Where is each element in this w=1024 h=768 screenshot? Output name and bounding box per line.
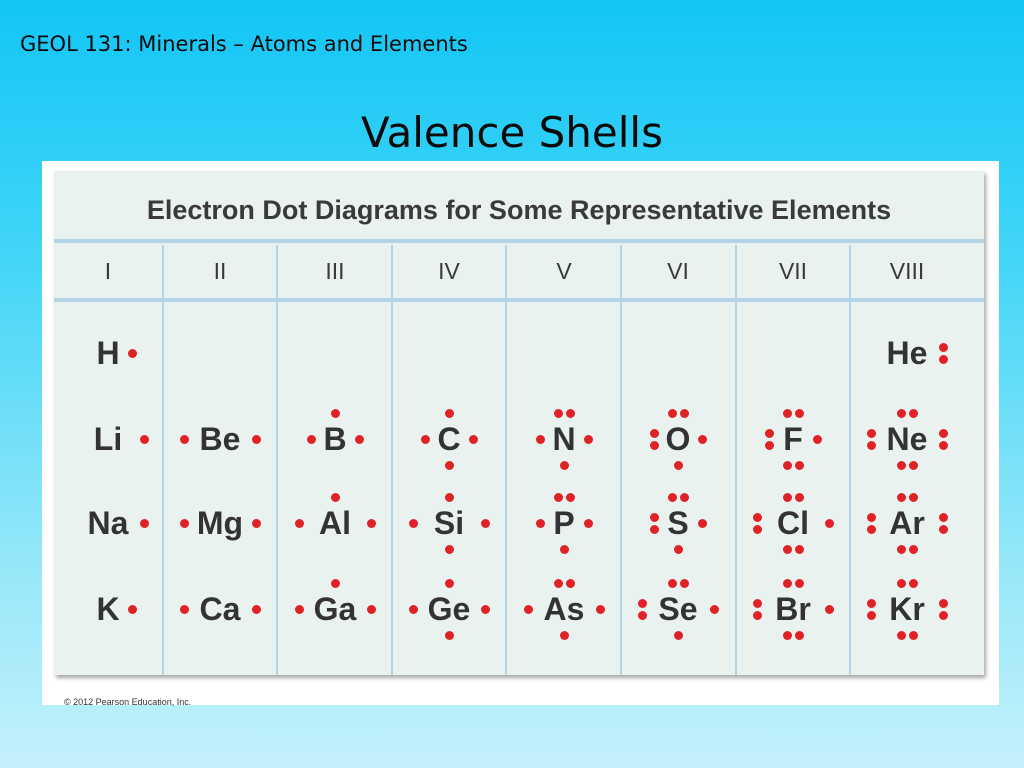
valence-electron-dot <box>825 519 834 528</box>
valence-electron-dot <box>897 409 906 418</box>
valence-electron-dot <box>753 525 762 534</box>
header-divider-top <box>54 239 984 243</box>
element-c <box>394 404 504 474</box>
element-s <box>623 488 733 558</box>
element-symbol: Al <box>319 505 351 541</box>
group-label-iii: III <box>325 258 345 284</box>
valence-electron-dot <box>524 605 533 614</box>
valence-electron-dot <box>939 513 948 522</box>
valence-electron-dot <box>445 631 454 640</box>
valence-electron-dot <box>897 461 906 470</box>
element-ne <box>852 404 962 474</box>
course-title: GEOL 131: Minerals – Atoms and Elements <box>20 32 468 56</box>
valence-electron-dot <box>710 605 719 614</box>
valence-electron-dot <box>445 461 454 470</box>
element-h <box>53 318 163 388</box>
element-symbol: P <box>553 505 575 541</box>
valence-electron-dot <box>445 545 454 554</box>
valence-electron-dot <box>469 435 478 444</box>
element-symbol: Kr <box>889 591 925 627</box>
valence-electron-dot <box>668 493 677 502</box>
valence-electron-dot <box>252 435 261 444</box>
valence-electron-dot <box>650 441 659 450</box>
element-cl <box>738 488 848 558</box>
element-symbol: Ca <box>199 591 241 627</box>
valence-electron-dot <box>783 579 792 588</box>
element-symbol: Se <box>658 591 698 627</box>
element-n <box>509 404 619 474</box>
valence-electron-dot <box>795 409 804 418</box>
valence-electron-dot <box>367 519 376 528</box>
valence-electron-dot <box>795 461 804 470</box>
valence-electron-dot <box>560 631 569 640</box>
valence-electron-dot <box>795 579 804 588</box>
valence-electron-dot <box>909 493 918 502</box>
valence-electron-dot <box>680 409 689 418</box>
valence-electron-dot <box>783 409 792 418</box>
element-p <box>509 488 619 558</box>
valence-electron-dot <box>867 441 876 450</box>
valence-electron-dot <box>560 545 569 554</box>
element-symbol: Be <box>199 421 241 457</box>
element-symbol: Ga <box>313 591 357 627</box>
element-b <box>280 404 390 474</box>
valence-electron-dot <box>909 409 918 418</box>
element-si <box>394 488 504 558</box>
valence-electron-dot <box>795 631 804 640</box>
column-divider <box>276 245 278 675</box>
valence-electron-dot <box>445 409 454 418</box>
valence-electron-dot <box>331 493 340 502</box>
valence-electron-dot <box>128 605 137 614</box>
valence-electron-dot <box>783 631 792 640</box>
group-label-i: I <box>104 258 112 284</box>
valence-electron-dot <box>674 461 683 470</box>
valence-electron-dot <box>596 605 605 614</box>
element-as <box>509 574 619 644</box>
valence-electron-dot <box>867 611 876 620</box>
valence-electron-dot <box>668 409 677 418</box>
valence-electron-dot <box>252 605 261 614</box>
valence-electron-dot <box>909 461 918 470</box>
group-label-viii: VIII <box>889 258 925 284</box>
valence-electron-dot <box>536 435 545 444</box>
element-kr <box>852 574 962 644</box>
element-ga <box>280 574 390 644</box>
header-divider-bottom <box>54 298 984 302</box>
valence-electron-dot <box>445 493 454 502</box>
valence-electron-dot <box>909 545 918 554</box>
column-divider <box>735 245 737 675</box>
valence-electron-dot <box>674 631 683 640</box>
electron-dot-figure <box>42 161 999 705</box>
valence-electron-dot <box>638 599 647 608</box>
valence-electron-dot <box>680 493 689 502</box>
valence-electron-dot <box>698 435 707 444</box>
group-label-v: V <box>556 258 572 284</box>
valence-electron-dot <box>753 599 762 608</box>
valence-electron-dot <box>939 611 948 620</box>
element-ge <box>394 574 504 644</box>
valence-electron-dot <box>128 349 137 358</box>
element-al <box>280 488 390 558</box>
valence-electron-dot <box>867 513 876 522</box>
valence-electron-dot <box>897 579 906 588</box>
valence-electron-dot <box>295 605 304 614</box>
element-be <box>165 404 275 474</box>
valence-electron-dot <box>307 435 316 444</box>
valence-electron-dot <box>674 545 683 554</box>
element-symbol: F <box>783 421 803 457</box>
valence-electron-dot <box>566 579 575 588</box>
element-symbol: Ge <box>427 591 471 627</box>
group-label-iv: IV <box>438 258 460 284</box>
valence-electron-dot <box>481 605 490 614</box>
valence-electron-dot <box>421 435 430 444</box>
valence-electron-dot <box>252 519 261 528</box>
valence-electron-dot <box>180 519 189 528</box>
valence-electron-dot <box>554 579 563 588</box>
valence-electron-dot <box>765 441 774 450</box>
valence-electron-dot <box>795 545 804 554</box>
valence-electron-dot <box>897 631 906 640</box>
valence-electron-dot <box>331 409 340 418</box>
element-symbol: Ar <box>889 505 925 541</box>
valence-electron-dot <box>939 343 948 352</box>
copyright-notice: © 2012 Pearson Education, Inc. <box>64 697 192 707</box>
valence-electron-dot <box>939 355 948 364</box>
element-symbol: K <box>96 591 120 627</box>
element-o <box>623 404 733 474</box>
valence-electron-dot <box>909 631 918 640</box>
group-label-ii: II <box>213 258 227 284</box>
valence-electron-dot <box>939 599 948 608</box>
valence-electron-dot <box>180 435 189 444</box>
element-symbol: Na <box>87 505 129 541</box>
valence-electron-dot <box>560 461 569 470</box>
element-li <box>53 404 163 474</box>
valence-electron-dot <box>650 525 659 534</box>
element-symbol: Cl <box>777 505 809 541</box>
element-symbol: C <box>437 421 461 457</box>
valence-electron-dot <box>355 435 364 444</box>
element-symbol: N <box>552 421 576 457</box>
valence-electron-dot <box>584 435 593 444</box>
valence-electron-dot <box>680 579 689 588</box>
valence-electron-dot <box>140 435 149 444</box>
element-mg <box>165 488 275 558</box>
element-ca <box>165 574 275 644</box>
valence-electron-dot <box>939 441 948 450</box>
valence-electron-dot <box>698 519 707 528</box>
valence-electron-dot <box>638 611 647 620</box>
valence-electron-dot <box>180 605 189 614</box>
valence-electron-dot <box>909 579 918 588</box>
valence-electron-dot <box>481 519 490 528</box>
column-divider <box>505 245 507 675</box>
valence-electron-dot <box>897 545 906 554</box>
valence-electron-dot <box>668 579 677 588</box>
column-divider <box>849 245 851 675</box>
figure-panel <box>54 171 984 707</box>
element-symbol: H <box>96 335 120 371</box>
valence-electron-dot <box>295 519 304 528</box>
valence-electron-dot <box>554 409 563 418</box>
element-he <box>852 318 962 388</box>
valence-electron-dot <box>795 493 804 502</box>
element-ar <box>852 488 962 558</box>
valence-electron-dot <box>753 513 762 522</box>
valence-electron-dot <box>939 429 948 438</box>
element-k <box>53 574 163 644</box>
valence-electron-dot <box>783 545 792 554</box>
element-symbol: B <box>323 421 347 457</box>
valence-electron-dot <box>939 525 948 534</box>
element-na <box>53 488 163 558</box>
element-symbol: S <box>667 505 689 541</box>
valence-electron-dot <box>813 435 822 444</box>
column-divider <box>391 245 393 675</box>
valence-electron-dot <box>783 493 792 502</box>
valence-electron-dot <box>584 519 593 528</box>
valence-electron-dot <box>783 461 792 470</box>
valence-electron-dot <box>753 611 762 620</box>
column-divider <box>620 245 622 675</box>
element-symbol: Li <box>93 421 123 457</box>
element-f <box>738 404 848 474</box>
group-label-vi: VI <box>667 258 689 284</box>
valence-electron-dot <box>409 605 418 614</box>
element-br <box>738 574 848 644</box>
figure-title: Electron Dot Diagrams for Some Representative Elements <box>146 195 892 225</box>
valence-electron-dot <box>867 599 876 608</box>
valence-electron-dot <box>409 519 418 528</box>
element-symbol: Ne <box>886 421 928 457</box>
valence-electron-dot <box>367 605 376 614</box>
valence-electron-dot <box>566 493 575 502</box>
element-symbol: He <box>886 335 928 371</box>
valence-electron-dot <box>650 429 659 438</box>
element-symbol: Si <box>433 505 465 541</box>
element-se <box>623 574 733 644</box>
group-label-vii: VII <box>778 258 808 284</box>
element-symbol: Mg <box>196 505 244 541</box>
valence-electron-dot <box>554 493 563 502</box>
valence-electron-dot <box>867 429 876 438</box>
valence-electron-dot <box>140 519 149 528</box>
element-symbol: As <box>543 591 585 627</box>
valence-electron-dot <box>825 605 834 614</box>
valence-electron-dot <box>650 513 659 522</box>
valence-electron-dot <box>897 493 906 502</box>
valence-electron-dot <box>536 519 545 528</box>
valence-electron-dot <box>765 429 774 438</box>
valence-electron-dot <box>867 525 876 534</box>
element-symbol: Br <box>775 591 811 627</box>
valence-electron-dot <box>445 579 454 588</box>
element-symbol: O <box>665 421 691 457</box>
valence-electron-dot <box>566 409 575 418</box>
valence-electron-dot <box>331 579 340 588</box>
slide-title: Valence Shells <box>361 108 663 157</box>
